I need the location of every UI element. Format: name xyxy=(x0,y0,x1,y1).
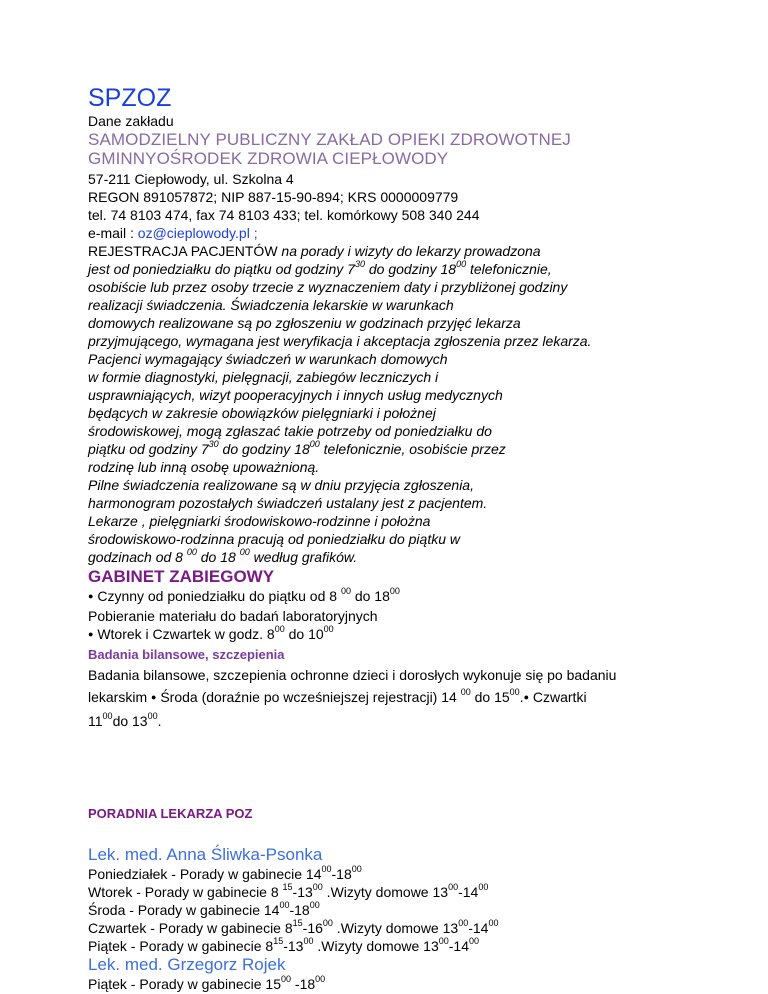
time-superscript: 00 xyxy=(274,624,285,635)
gabinet-block xyxy=(88,587,688,645)
doctor-name: Lek. med. Anna Śliwka-Psonka xyxy=(88,845,323,864)
time-superscript: 15 xyxy=(273,936,284,947)
time-superscript: 00 xyxy=(438,936,449,947)
time-superscript: 00 xyxy=(340,586,351,597)
badania-text: lekarskim xyxy=(88,689,152,705)
section-heading-poradnia: PORADNIA LEKARZA POZ xyxy=(88,806,253,821)
time-superscript: 00 xyxy=(315,974,326,985)
time-superscript: 00 xyxy=(281,974,292,985)
badania-text: 11 xyxy=(88,713,103,729)
time-superscript: 00 xyxy=(458,918,469,929)
registration-text: osobiście lub przez osoby trzecie z wyznaczeniem daty i przybliżonej godziny xyxy=(88,279,568,295)
time-superscript: 30 xyxy=(208,439,219,450)
time-superscript: 00 xyxy=(478,882,489,893)
schedule-text: Poniedziałek - Porady w gabinecie 14 xyxy=(88,866,322,882)
schedule-text: -16 xyxy=(302,920,323,936)
schedule-text: .Wizyty domowe 13 xyxy=(332,920,459,936)
time-superscript: 15 xyxy=(292,918,303,929)
bullet-icon: ● xyxy=(88,591,94,601)
section-heading-gabinet: GABINET ZABIEGOWY xyxy=(88,567,275,586)
registration-text: według grafików. xyxy=(249,549,358,565)
time-superscript: 00 xyxy=(321,864,332,875)
registration-text: w formie diagnostyki, pielęgnacji, zabiegów leczniczych i xyxy=(88,369,439,385)
gabinet-text: Pobieranie materiału do badań laboratoryjnych xyxy=(88,608,378,624)
contact-block xyxy=(88,170,688,242)
schedule-text: -18 xyxy=(331,866,352,882)
time-superscript: 00 xyxy=(448,882,459,893)
schedule-text: Wtorek - Porady w gabinecie 8 xyxy=(88,884,283,900)
registration-text: do 18 xyxy=(196,549,240,565)
bullet-icon: ● xyxy=(88,629,94,639)
phone-numbers: tel. 74 8103 474, fax 74 8103 433; tel. komórkowy 508 340 244 xyxy=(88,207,480,223)
address: 57-211 Ciepłowody, ul. Szkolna 4 xyxy=(88,171,294,187)
time-superscript: 00 xyxy=(309,900,320,911)
schedule-text: -18 xyxy=(291,976,316,992)
badania-text: Środa (doraźnie po wcześniejszej rejestracji) 14 xyxy=(156,689,461,705)
time-superscript: 00 xyxy=(460,687,471,698)
schedule-text: -14 xyxy=(448,938,469,954)
page-title: SPZOZ xyxy=(88,84,172,112)
time-superscript: 00 xyxy=(389,586,400,597)
registration-text: jest od poniedziałku do piątku od godziny 7 xyxy=(88,261,355,277)
time-superscript: 00 xyxy=(509,687,520,698)
registration-text: piątku od godziny 7 xyxy=(88,441,209,457)
badania-text: . xyxy=(519,689,524,705)
schedule-text: Piątek - Porady w gabinecie 8 xyxy=(88,938,274,954)
time-superscript: 00 xyxy=(186,547,197,558)
gabinet-text: Wtorek i Czwartek w godz. 8 xyxy=(93,626,275,642)
time-superscript: 00 xyxy=(488,918,499,929)
badania-text: Czwartki xyxy=(529,689,587,705)
document-page xyxy=(88,84,688,993)
badania-block xyxy=(88,664,688,732)
registration-text: środowiskowej, mogą zgłaszać takie potrzeby od poniedziałku do xyxy=(88,423,492,439)
schedule-text: -18 xyxy=(289,902,310,918)
registration-text: telefonicznie, osobiście przez xyxy=(319,441,506,457)
time-superscript: 00 xyxy=(147,711,158,722)
registration-text: do godziny 18 xyxy=(218,441,310,457)
bullet-icon: ● xyxy=(523,692,529,702)
doctor-schedule xyxy=(88,865,688,955)
time-superscript: 00 xyxy=(312,882,323,893)
registration-lead: REJESTRACJA PACJENTÓW xyxy=(88,243,278,259)
registration-text: do godziny 18 xyxy=(364,261,457,277)
schedule-text: .Wizyty domowe 13 xyxy=(322,884,449,900)
org-name-line1: SAMODZIELNY PUBLICZNY ZAKŁAD OPIEKI ZDROWOTNEJ xyxy=(88,130,571,149)
time-superscript: 00 xyxy=(456,259,467,270)
time-superscript: 00 xyxy=(469,936,480,947)
registration-text: domowych realizowane są po zgłoszeniu w godzinach przyjęć lekarza xyxy=(88,315,521,331)
schedule-text: -13 xyxy=(283,938,304,954)
registry-ids: REGON 891057872; NIP 887-15-90-894; KRS 0000009779 xyxy=(88,189,459,205)
doctor-name: Lek. med. Grzegorz Rojek xyxy=(88,955,286,974)
badania-text: do 13 xyxy=(112,713,148,729)
registration-text: rodzinę lub inną osobę upoważnioną. xyxy=(88,459,320,475)
registration-block xyxy=(88,242,688,566)
time-superscript: 15 xyxy=(282,882,293,893)
time-superscript: 00 xyxy=(239,547,250,558)
badania-text: Badania bilansowe, szczepienia ochronne dzieci i dorosłych wykonuje się po badaniu xyxy=(88,667,617,683)
gabinet-text: Czynny od poniedziałku do piątku od 8 xyxy=(93,588,341,604)
registration-text: środowiskowo-rodzinna pracują od poniedziałku do piątku w xyxy=(88,531,460,547)
schedule-text: Piątek - Porady w gabinecie 15 xyxy=(88,976,281,992)
email-label: e-mail : xyxy=(88,225,138,241)
registration-text: telefonicznie, xyxy=(466,261,552,277)
time-superscript: 30 xyxy=(354,259,365,270)
badania-text: . xyxy=(157,713,162,729)
email-link[interactable]: oz@cieplowody.pl ; xyxy=(137,225,258,241)
registration-text: realizacji świadczenia. Świadczenia lekarskie w warunkach xyxy=(88,297,454,313)
gabinet-text: do 10 xyxy=(284,626,324,642)
doctor-schedule xyxy=(88,975,688,993)
schedule-text: Czwartek - Porady w gabinecie 8 xyxy=(88,920,293,936)
time-superscript: 00 xyxy=(351,864,362,875)
registration-text: Pilne świadczenia realizowane są w dniu przyjęcia zgłoszenia, xyxy=(88,477,474,493)
time-superscript: 00 xyxy=(323,624,334,635)
registration-text: przyjmującego, wymagana jest weryfikacja i akceptacja zgłoszenia przez lekarza. xyxy=(88,333,592,349)
time-superscript: 00 xyxy=(322,918,333,929)
time-superscript: 00 xyxy=(309,439,320,450)
registration-text: harmonogram pozostałych świadczeń ustalany jest z pacjentem. xyxy=(88,495,488,511)
spacer xyxy=(88,732,688,805)
email-line xyxy=(88,224,688,242)
registration-text: będących w zakresie obowiązków pielęgniarki i położnej xyxy=(88,405,436,421)
schedule-text: .Wizyty domowe 13 xyxy=(313,938,439,954)
registration-text: Lekarze , pielęgniarki środowiskowo-rodzinne i położna xyxy=(88,513,431,529)
schedule-text: Środa - Porady w gabinecie 14 xyxy=(88,902,280,918)
gabinet-text: do 18 xyxy=(350,588,390,604)
spacer xyxy=(88,823,688,845)
badania-text: do 15 xyxy=(470,689,510,705)
time-superscript: 00 xyxy=(303,936,314,947)
section-heading-badania: Badania bilansowe, szczepienia xyxy=(88,647,285,662)
time-superscript: 00 xyxy=(102,711,113,722)
schedule-text: -14 xyxy=(468,920,489,936)
registration-text: na porady i wizyty do lekarzy prowadzona xyxy=(277,243,541,259)
time-superscript: 00 xyxy=(279,900,290,911)
page-subtitle: Dane zakładu xyxy=(88,113,174,129)
registration-text: usprawniających, wizyt pooperacyjnych i innych usług medycznych xyxy=(88,387,503,403)
org-name-line2: GMINNYOŚRODEK ZDROWIA CIEPŁOWODY xyxy=(88,149,449,168)
bullet-icon: ● xyxy=(151,692,157,702)
registration-text: Pacjenci wymagający świadczeń w warunkach domowych xyxy=(88,351,448,367)
schedule-text: -13 xyxy=(292,884,313,900)
registration-text: godzinach od 8 xyxy=(88,549,187,565)
schedule-text: -14 xyxy=(458,884,479,900)
